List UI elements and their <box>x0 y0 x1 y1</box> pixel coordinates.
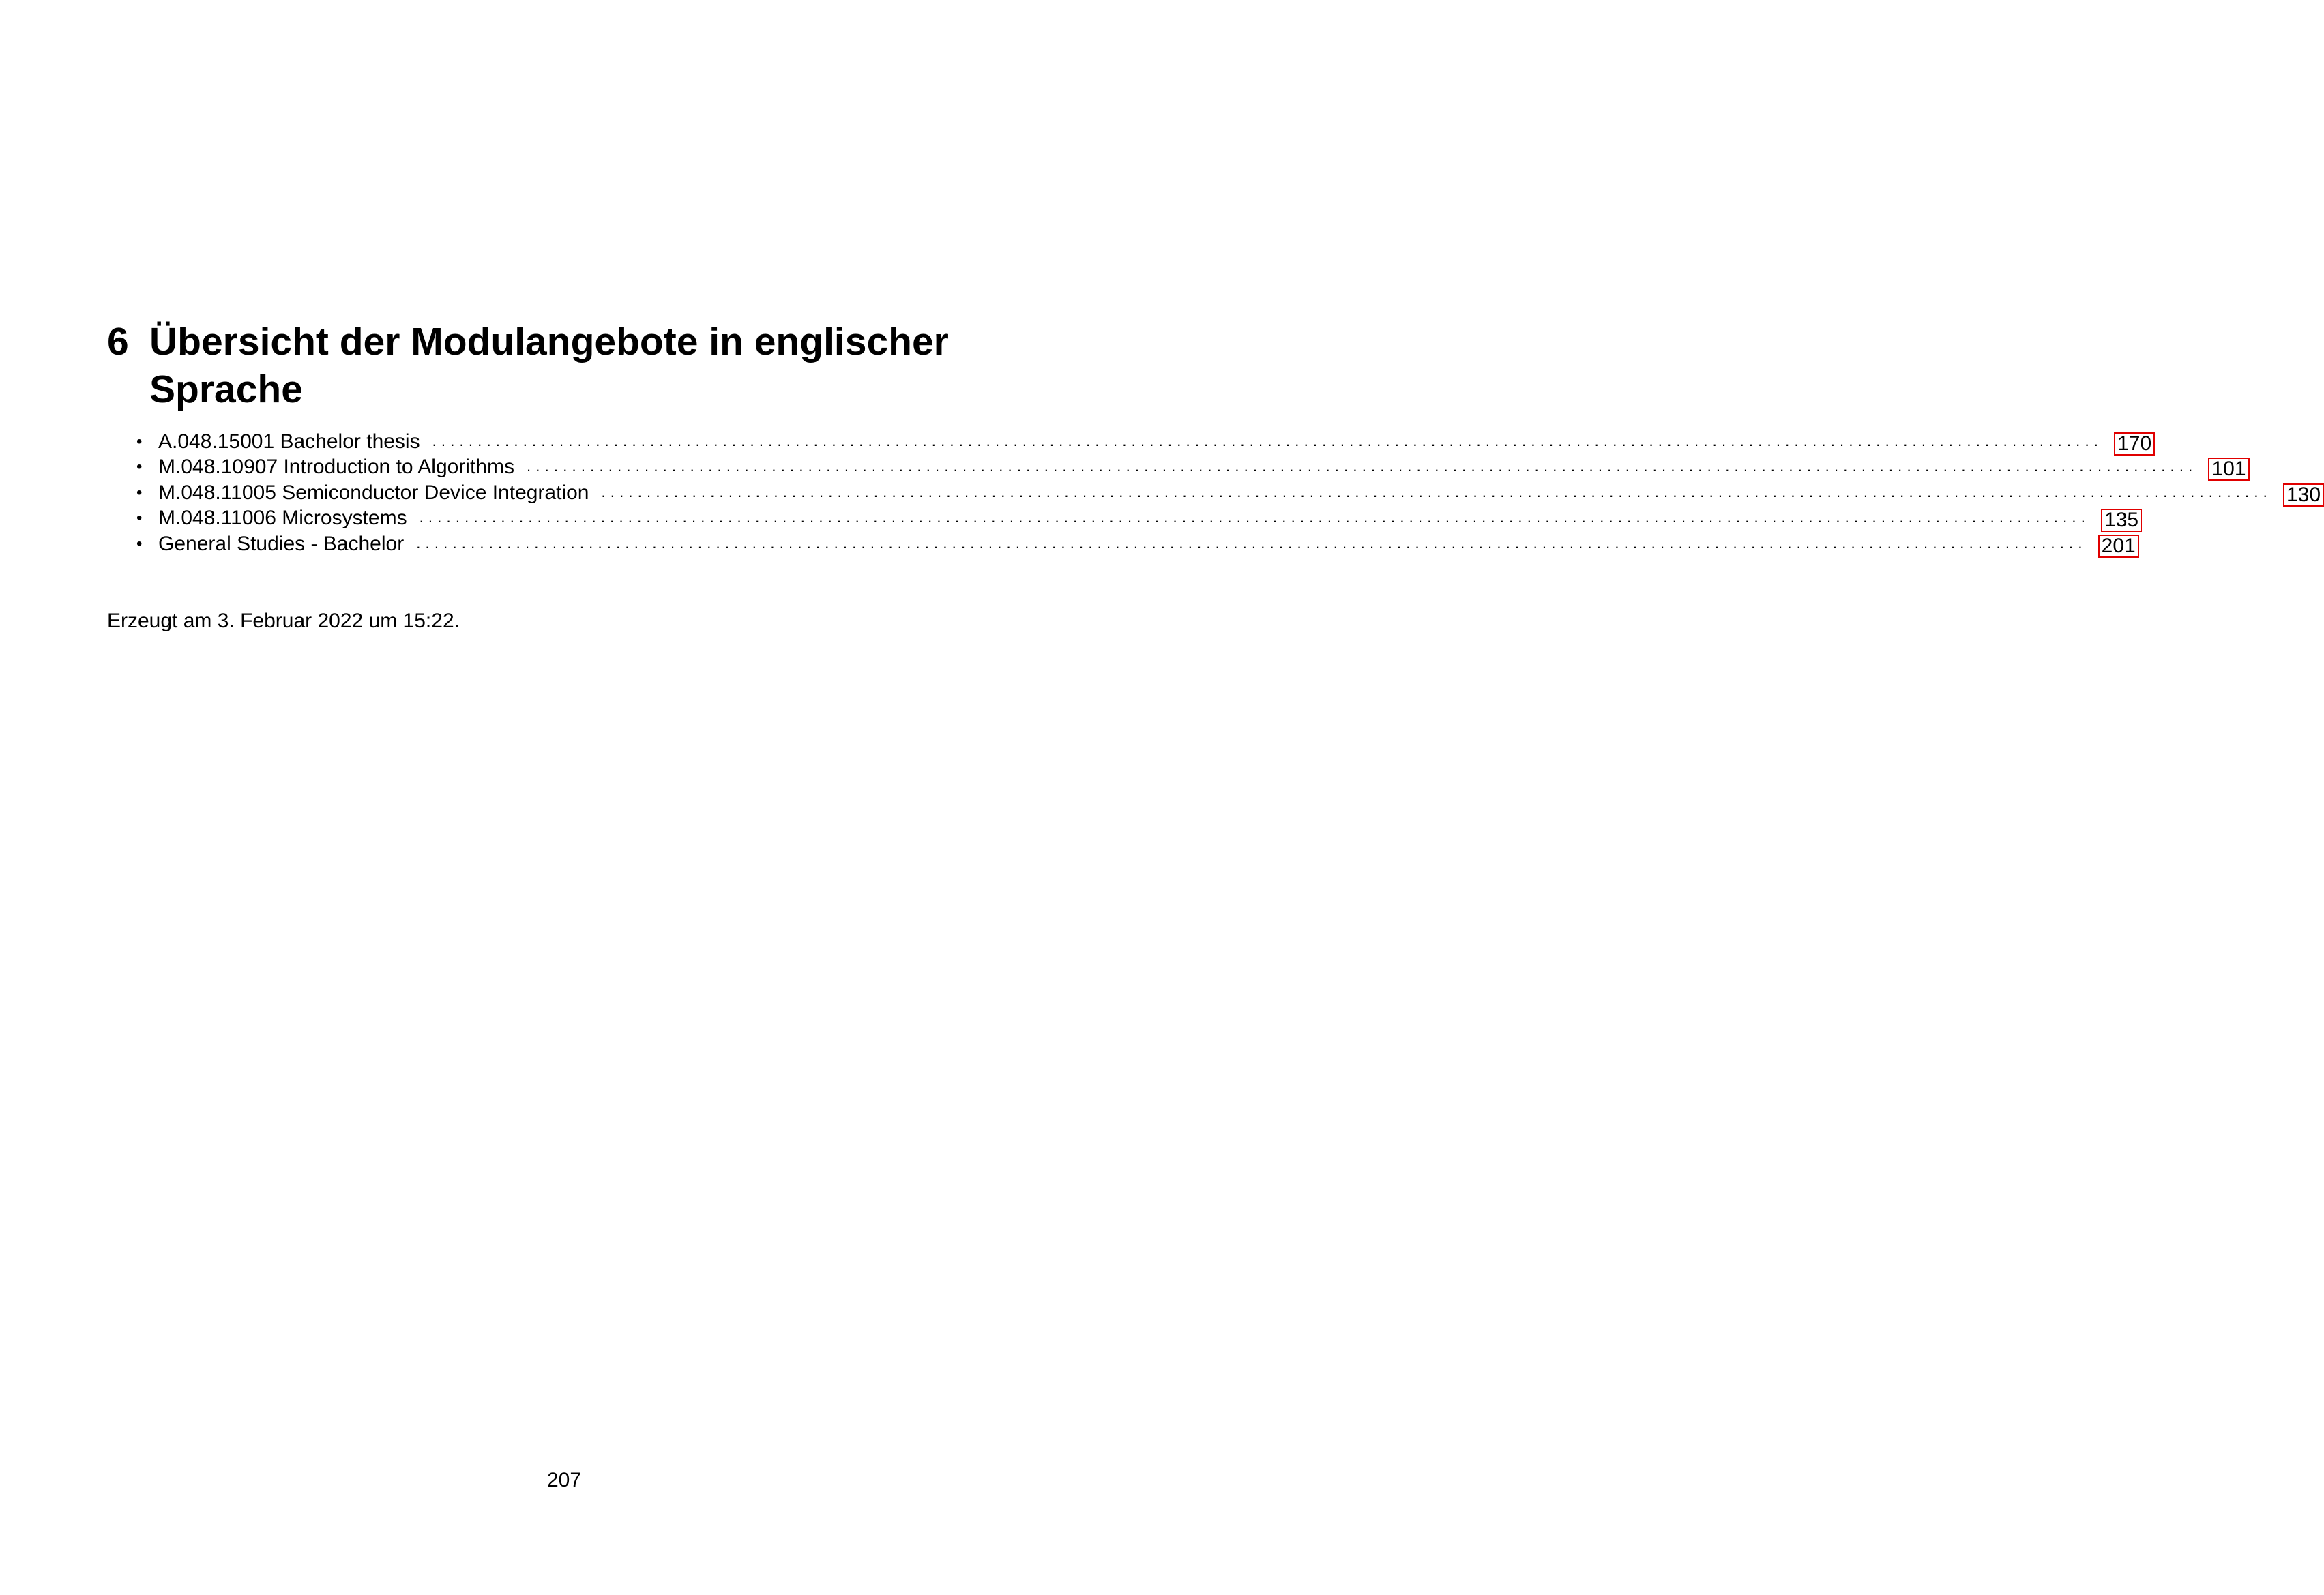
list-item <box>136 505 2139 531</box>
module-title: M.048.11006 Microsystems <box>158 507 407 529</box>
list-item <box>136 454 2246 480</box>
page-number: 207 <box>546 1469 582 1491</box>
dot-leader: ........................................................................................................................................................................................ <box>601 483 2272 501</box>
dot-leader: ........................................................................................................................................................................................ <box>419 509 2091 526</box>
section-number: 6 <box>107 320 129 364</box>
page-link[interactable]: 170 <box>2114 432 2155 456</box>
module-list <box>136 428 2321 557</box>
bullet-icon: • <box>136 534 143 553</box>
module-title: A.048.15001 Bachelor thesis <box>158 430 420 453</box>
dot-leader: ........................................................................................................................................................................................ <box>526 458 2198 475</box>
page-link[interactable]: 201 <box>2098 535 2139 558</box>
generated-timestamp: Erzeugt am 3. Februar 2022 um 15:22. <box>107 610 460 632</box>
section-title: Übersicht der Modulangebote in englischer Sprache <box>149 320 949 412</box>
page-link[interactable]: 101 <box>2208 458 2249 481</box>
bullet-icon: • <box>136 509 143 527</box>
module-title: M.048.10907 Introduction to Algorithms <box>158 456 514 478</box>
bullet-icon: • <box>136 483 143 502</box>
bullet-icon: • <box>136 458 143 476</box>
dot-leader: ........................................................................................................................................................................................ <box>432 432 2104 449</box>
bullet-icon: • <box>136 432 143 451</box>
module-title: General Studies - Bachelor <box>158 532 405 555</box>
list-item <box>136 479 2321 506</box>
list-item <box>136 531 2136 557</box>
page-link[interactable]: 130 <box>2283 483 2324 507</box>
page-link[interactable]: 135 <box>2101 509 2142 532</box>
dot-leader: ........................................................................................................................................................................................ <box>416 534 2087 552</box>
list-item <box>136 428 2152 455</box>
section-heading <box>107 318 987 413</box>
module-title: M.048.11005 Semiconductor Device Integration <box>158 481 589 504</box>
